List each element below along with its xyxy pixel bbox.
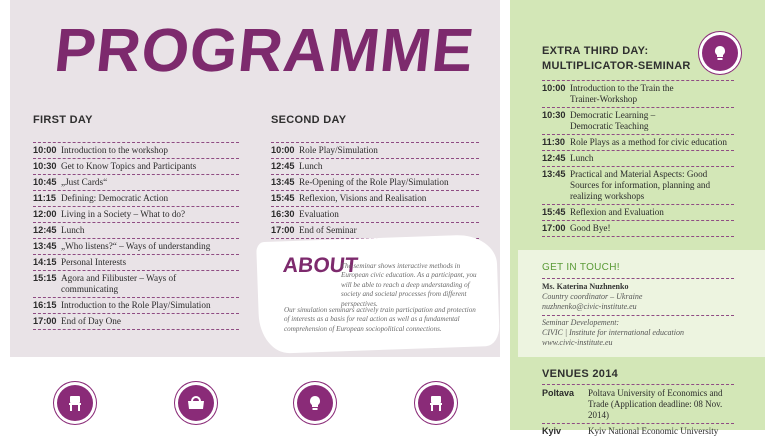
about-heading: ABOUT bbox=[281, 254, 359, 277]
venues-heading: VENUES 2014 bbox=[542, 368, 619, 380]
schedule-row: 17:00 Good Bye! bbox=[542, 221, 734, 237]
contact-name: Ms. Katerina Nuzhnenko bbox=[542, 282, 629, 291]
second-day-schedule bbox=[271, 142, 479, 239]
schedule-row: 15:45 Reflexion, Visions and Realisation bbox=[271, 191, 479, 207]
schedule-row: 10:45 „Just Cards“ bbox=[33, 175, 239, 191]
schedule-row: 10:00 Role Play/Simulation bbox=[271, 142, 479, 159]
schedule-row: 11:30 Role Plays as a method for civic education bbox=[542, 135, 734, 151]
divider bbox=[542, 384, 734, 385]
purse-icon bbox=[178, 385, 214, 421]
second-day-heading: SECOND DAY bbox=[271, 114, 347, 126]
chair-icon bbox=[418, 385, 454, 421]
schedule-row: 12:45 Lunch bbox=[542, 151, 734, 167]
third-day-schedule bbox=[542, 80, 734, 237]
contact-email[interactable]: nuzhnenko@civic-institute.eu bbox=[542, 302, 637, 311]
contact-details bbox=[542, 282, 742, 312]
schedule-row: 13:45 „Who listens?“ – Ways of understanding bbox=[33, 239, 239, 255]
third-day-heading bbox=[542, 44, 691, 74]
schedule-row: 17:00 End of Day One bbox=[33, 314, 239, 330]
venue-row: Poltava Poltava University of Economics and Trade (Application deadline: 08 Nov. 2014) bbox=[542, 388, 723, 420]
schedule-row: 11:15 Defining: Democratic Action bbox=[33, 191, 239, 207]
schedule-row: 12:45 Lunch bbox=[271, 159, 479, 175]
get-in-touch-heading: GET IN TOUCH! bbox=[542, 262, 620, 273]
schedule-row: 10:00 Introduction to the Train the Trainer-Workshop bbox=[542, 80, 734, 108]
third-day-heading-line2: MULTIPLICATOR-SEMINAR bbox=[542, 60, 691, 72]
first-day-schedule bbox=[33, 142, 239, 330]
third-day-heading-line1: EXTRA THIRD DAY: bbox=[542, 45, 649, 57]
first-day-heading: FIRST DAY bbox=[33, 114, 93, 126]
divider bbox=[542, 423, 734, 424]
schedule-row: 16:15 Introduction to the Role Play/Simulation bbox=[33, 298, 239, 314]
schedule-row: 12:00 Living in a Society – What to do? bbox=[33, 207, 239, 223]
divider bbox=[542, 278, 734, 279]
venue-row: Kyiv Kyiv National Economic University bbox=[542, 426, 719, 436]
developer-org: CIVIC | Institute for international education bbox=[542, 328, 684, 337]
developer-website[interactable]: www.civic-institute.eu bbox=[542, 338, 613, 347]
lightbulb-icon bbox=[297, 385, 333, 421]
schedule-row: 14:15 Personal Interests bbox=[33, 255, 239, 271]
about-text-2: Our simulation seminars actively train participation and protection of interests as a basis for real action as well as a fundamental comprehension of European sociopolitical connections. bbox=[284, 306, 476, 333]
developer-label: Seminar Developement: bbox=[542, 318, 620, 327]
schedule-row: 15:45 Reflexion and Evaluation bbox=[542, 205, 734, 221]
contact-role: Country coordinator – Ukraine bbox=[542, 292, 643, 301]
schedule-row: 15:15 Agora and Filibuster – Ways of communicating bbox=[33, 271, 239, 298]
developer-details bbox=[542, 318, 752, 348]
schedule-row: 13:45 Re-Opening of the Role Play/Simulation bbox=[271, 175, 479, 191]
schedule-row: 16:30 Evaluation bbox=[271, 207, 479, 223]
page-title: PROGRAMME bbox=[51, 16, 478, 84]
lightbulb-icon bbox=[702, 35, 738, 71]
schedule-row: 10:00 Introduction to the workshop bbox=[33, 142, 239, 159]
about-text-1: The seminar shows interactive methods in European civic education. As a participant, you will be able to reach a deep understanding of society and societal processes from different perspectives. bbox=[341, 262, 477, 308]
schedule-row: 10:30 Democratic Learning – Democratic Teaching bbox=[542, 108, 734, 135]
schedule-row: 17:00 End of Seminar bbox=[271, 223, 479, 239]
schedule-row: 10:30 Get to Know Topics and Participants bbox=[33, 159, 239, 175]
schedule-row: 12:45 Lunch bbox=[33, 223, 239, 239]
schedule-row: 13:45 Practical and Material Aspects: Good Sources for information, planning and realizing workshops bbox=[542, 167, 734, 205]
divider bbox=[542, 315, 734, 316]
chair-icon bbox=[57, 385, 93, 421]
